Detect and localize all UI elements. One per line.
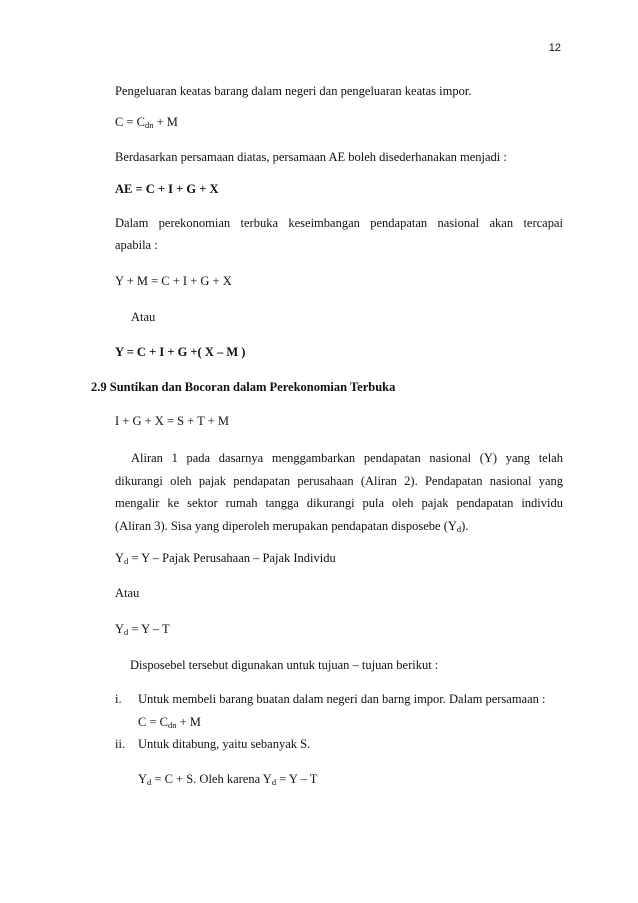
equation-ym: Y + M = C + I + G + X xyxy=(115,274,232,288)
list-item xyxy=(115,692,122,707)
page-number: 12 xyxy=(548,42,561,54)
list-item-equation: $C = C_{dn} + M$ xyxy=(138,715,201,730)
equation-ae: AE = C + I + G + X xyxy=(115,182,219,196)
equation-yd-cs: $Y_d = C + S$. Oleh karena $Y_d = Y - T$ xyxy=(138,772,318,787)
atau-1: Atau xyxy=(131,310,156,324)
section-heading: 2.9 Suntikan dan Bocoran dalam Perekonomian Terbuka xyxy=(91,380,396,394)
list-marker: ii. xyxy=(115,737,126,751)
list-item xyxy=(115,737,125,752)
paragraph-2: Berdasarkan persamaan diatas, persamaan AE boleh disederhanakan menjadi : xyxy=(115,150,507,164)
list-item-text: Untuk membeli barang buatan dalam negeri dan barng impor. Dalam persamaan : xyxy=(138,692,546,706)
list-item-text: Untuk ditabung, yaitu sebanyak S. xyxy=(138,737,311,751)
paragraph-aliran: Aliran 1 pada dasarnya menggambarkan pendapatan nasional (Y) yang telah dikurangi oleh pajak pendapatan perusahaan (Aliran 2). Pendapatan nasional yang mengalir ke sektor rumah tangga dikurangi pula oleh pajak pendapatan individu (Aliran 3). Sisa yang diperoleh merupakan pendapatan disposebe $(Y_d)$. xyxy=(115,451,563,534)
paragraph-4: Disposebel tersebut digunakan untuk tujuan – tujuan berikut : xyxy=(130,658,439,672)
list-marker: i. xyxy=(115,692,122,706)
equation-c: $C = C_{dn} + M$ xyxy=(115,115,178,130)
atau-2: Atau xyxy=(115,586,140,600)
equation-y: Y = C + I + G +( X – M ) xyxy=(115,345,246,359)
paragraph-3: Dalam perekonomian terbuka keseimbangan pendapatan nasional akan tercapai apabila : xyxy=(115,216,563,252)
paragraph-1: Pengeluaran keatas barang dalam negeri dan pengeluaran keatas impor. xyxy=(115,84,472,98)
equation-yd: $Y_d = Y$ – Pajak Perusahaan – Pajak Individu xyxy=(115,551,336,566)
equation-yd-t: $Y_d = Y - T$ xyxy=(115,622,170,637)
equation-injection: I + G + X = S + T + M xyxy=(115,414,229,428)
